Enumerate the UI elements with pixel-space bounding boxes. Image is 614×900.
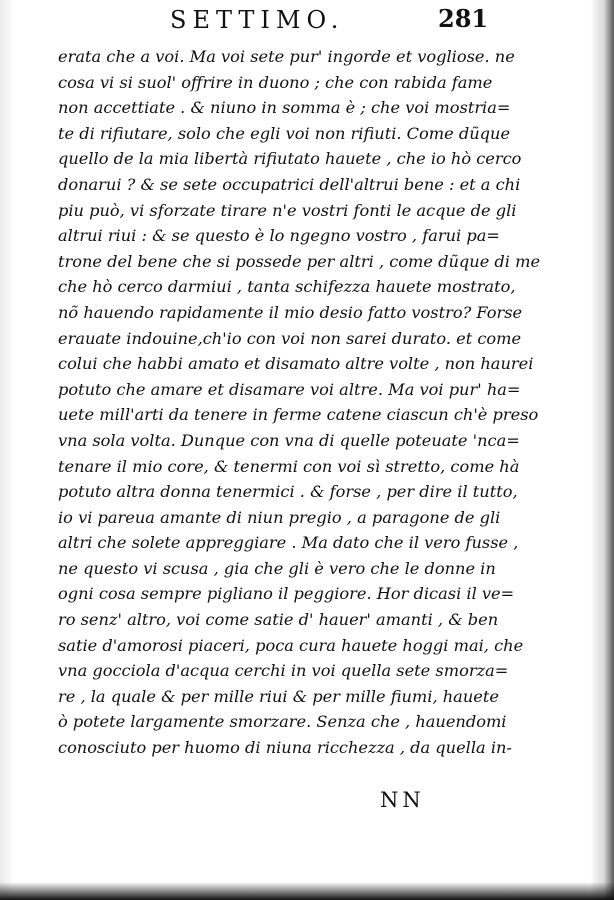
text-line: piu può, vi sforzate tirare n'e vostri fonti le acque de gli (58, 200, 517, 220)
text-line: colui che habbi amato et disamato altre volte , non haurei (58, 354, 534, 374)
text-line: vna sola volta. Dunque con vna di quelle poteuate 'nca= (58, 430, 520, 450)
text-line: cosa vi si suol' offrire in duono ; che con rabida fame (58, 72, 493, 92)
text-line: satie d'amorosi piaceri, poca cura hauete hoggi mai, che (58, 635, 524, 655)
text-line: erata che a voi. Ma voi sete pur' ingorde et vogliose. ne (58, 47, 515, 66)
page-number: 281 (438, 4, 489, 33)
text-line: tenare il mio core, & tenermi con voi sì stretto, come hà (58, 456, 520, 476)
text-line: uete mill'arti da tenere in ferme catene ciascun ch'è preso (58, 405, 539, 425)
running-head: SETTIMO. (170, 6, 345, 34)
text-line: ro senz' altro, voi come satie d' hauer' amanti , & ben (58, 610, 499, 630)
text-line: vna gocciola d'acqua cerchi in voi quella sete smorza= (58, 661, 509, 681)
text-line: trone del bene che si possede per altri , come dũque di me (58, 251, 541, 271)
text-line: ne questo vi scusa , gia che gli è vero che le donne in (58, 558, 496, 578)
catchword: NN (380, 788, 425, 812)
text-line: te di rifiutare, solo che egli voi non rifiuti. Come dũque (58, 123, 511, 143)
text-line: ò potete largamente smorzare. Senza che , hauendomi (58, 712, 507, 732)
text-line: altrui riui : & se questo è lo ngegno vostro , farui pa= (58, 226, 500, 246)
text-line: re , la quale & per mille riui & per mille fiumi, hauete (58, 686, 499, 706)
text-line: nõ hauendo rapidamente il mio desio fatto vostro? Forse (58, 302, 523, 322)
text-line: conosciuto per huomo di niuna ricchezza , da quella in- (58, 738, 512, 758)
text-line: potuto che amare et disamare voi altre. Ma voi pur' ha= (58, 379, 521, 399)
scan-shadow (0, 882, 614, 900)
text-line: donarui ? & se sete occupatrici dell'altrui bene : et a chi (58, 174, 521, 194)
text-line: potuto altra donna tenermici . & forse , per dire il tutto, (58, 482, 518, 502)
text-line: quello de la mia libertà rifiutato hauete , che io hò cerco (58, 149, 522, 169)
body-text (58, 44, 541, 761)
text-line: erauate indouine,ch'io con voi non sarei durato. et come (58, 328, 522, 348)
text-line: che hò cerco darmiui , tanta schifezza hauete mostrato, (58, 277, 516, 297)
text-line: io vi pareua amante di niun pregio , a paragone de gli (58, 507, 501, 527)
text-line: non accettiate . & niuno in somma è ; che voi mostria= (58, 98, 511, 118)
text-line: altri che solete appreggiare . Ma dato che il vero fusse , (58, 533, 519, 553)
text-line: ogni cosa sempre pigliano il peggiore. Hor dicasi il ve= (58, 584, 515, 604)
